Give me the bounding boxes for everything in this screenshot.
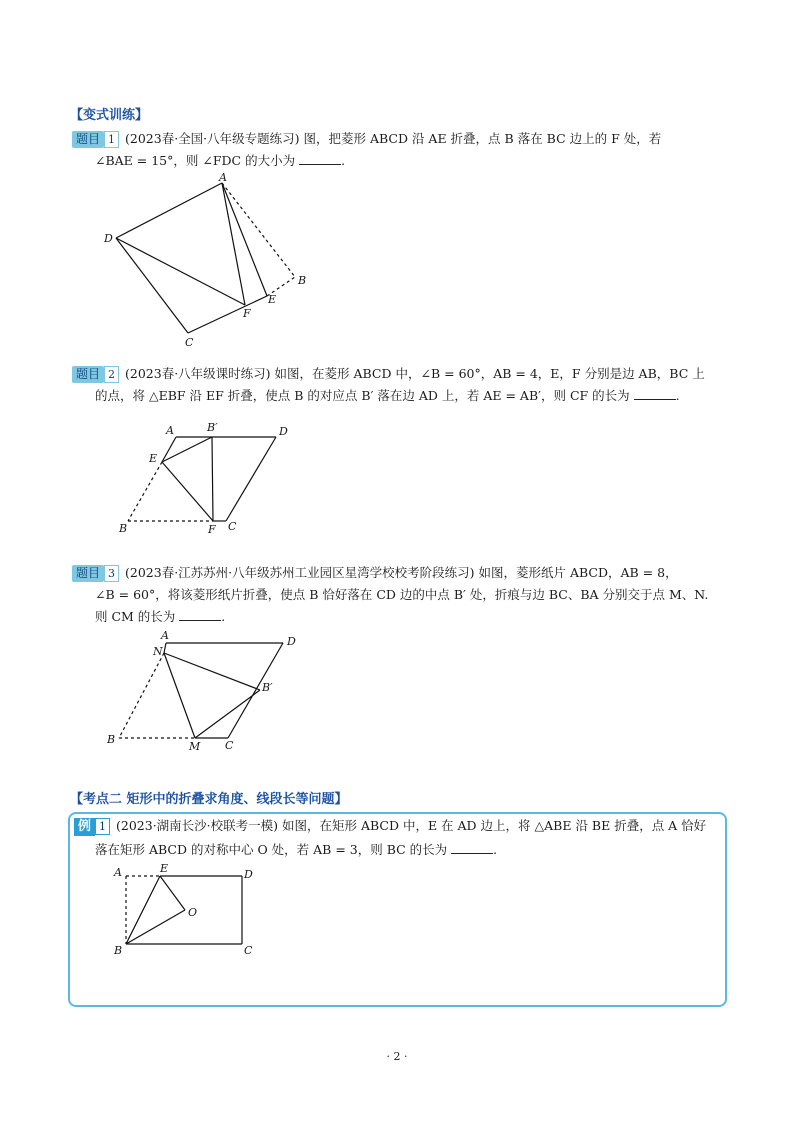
label-C: C — [185, 336, 194, 349]
label-E: E — [149, 452, 158, 465]
label-C: C — [228, 520, 237, 533]
example-tag: 例 — [74, 818, 95, 836]
label-E: E — [268, 293, 277, 306]
period: . — [675, 388, 680, 403]
label-A: A — [114, 866, 122, 879]
question-number: 3 — [104, 565, 119, 582]
page-number: · 2 · — [386, 1050, 408, 1063]
label-D: D — [287, 635, 296, 648]
label-F: F — [208, 523, 216, 536]
question-tag: 题目 — [72, 366, 104, 383]
question-number: 1 — [104, 131, 119, 148]
section-title-key-point-2: 【考点二 矩形中的折叠求角度、线段长等问题】 — [70, 792, 348, 807]
label-A: A — [161, 629, 169, 642]
period: . — [493, 842, 498, 857]
question-3-text-3: 则 CM 的长为 — [95, 609, 176, 624]
period: . — [221, 609, 226, 624]
example-1-text-2: 落在矩形 ABCD 的对称中心 O 处，若 AB = 3，则 BC 的长为 — [95, 842, 448, 857]
question-1-text-2: ∠BAE = 15°，则 ∠FDC 的大小为 — [95, 153, 296, 168]
example-1-text: (2023·湖南长沙·校联考一模) 如图，在矩形 ABCD 中，E 在 AD 边上，将 △ABE 沿 BE 折叠，点 A 恰好 — [116, 818, 707, 833]
label-E: E — [160, 862, 169, 875]
question-tag: 题目 — [72, 565, 104, 582]
period: . — [341, 153, 346, 168]
question-number: 2 — [104, 366, 119, 383]
label-D: D — [104, 232, 113, 245]
label-B-prime: B′ — [262, 681, 273, 694]
label-B: B — [119, 522, 128, 535]
section-title-variant-training: 【变式训练】 — [70, 108, 149, 123]
label-D: D — [279, 425, 288, 438]
question-3-text: (2023春·江苏苏州·八年级苏州工业园区星湾学校校考阶段练习) 如图，菱形纸片 ABCD，AB = 8， — [125, 565, 678, 580]
label-B: B — [107, 733, 116, 746]
question-1-text: (2023春·全国·八年级专题练习) 图，把菱形 ABCD 沿 AE 折叠，点 B 落在 BC 边上的 F 处，若 — [125, 131, 662, 146]
label-B: B — [114, 944, 123, 957]
label-B: B — [298, 274, 307, 287]
label-F: F — [243, 307, 251, 320]
label-M: M — [189, 740, 201, 753]
segment-EO — [160, 876, 185, 910]
label-A: A — [219, 171, 227, 184]
label-D: D — [244, 868, 253, 881]
label-O: O — [188, 906, 198, 919]
question-2-text: (2023春·八年级课时练习) 如图，在菱形 ABCD 中，∠B = 60°，AB = 4，E，F 分别是边 AB，BC 上 — [125, 366, 705, 381]
label-C: C — [244, 944, 253, 957]
example-number: 1 — [95, 818, 110, 835]
question-3-text-2: ∠B = 60°，将该菱形纸片折叠，使点 B 恰好落在 CD 边的中点 B′ 处，折痕与边 BC、BA 分别交于点 M、N. — [95, 587, 709, 602]
label-B-prime: B′ — [207, 421, 218, 434]
label-N: N — [153, 645, 163, 658]
label-C: C — [225, 739, 234, 752]
question-2-text-2: 的点，将 △EBF 沿 EF 折叠，使点 B 的对应点 B′ 落在边 AD 上，若 AE = AB′，则 CF 的长为 — [95, 388, 630, 403]
label-A: A — [166, 424, 174, 437]
question-tag: 题目 — [72, 131, 104, 148]
